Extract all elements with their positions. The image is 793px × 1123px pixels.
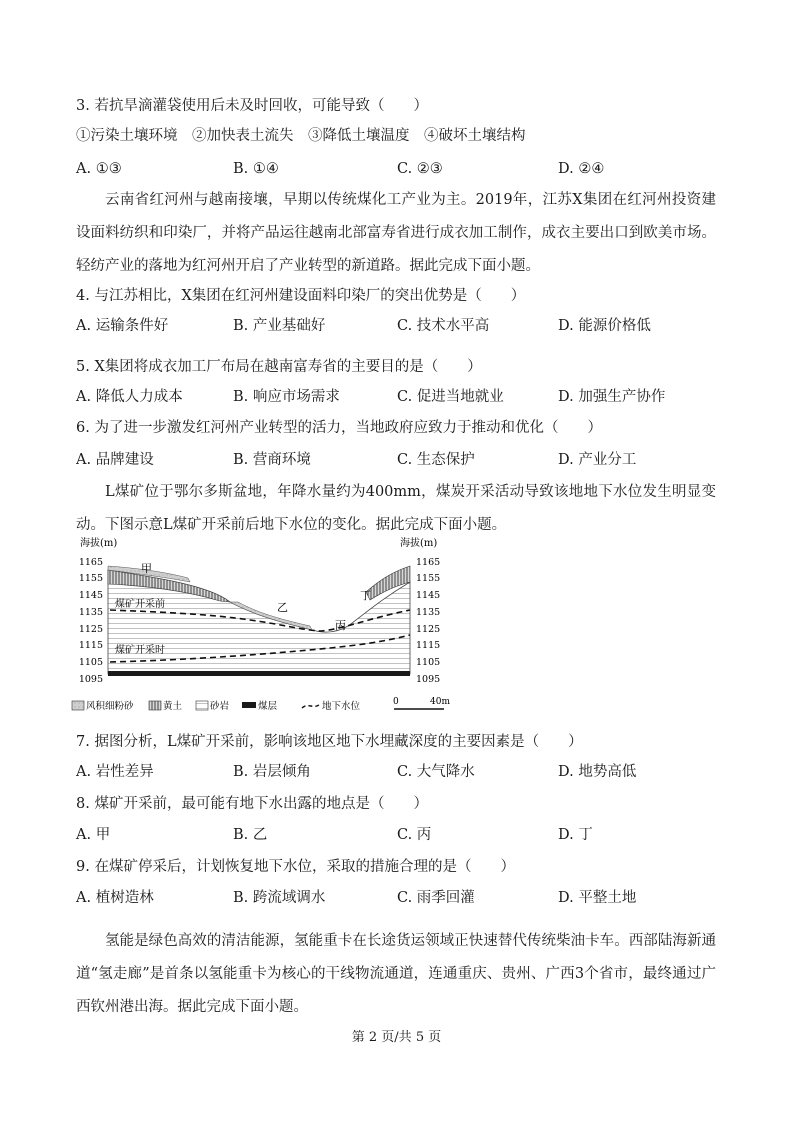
q4-option-b: B. 产业基础好 bbox=[233, 318, 326, 334]
q8-option-d: D. 丁 bbox=[558, 827, 593, 843]
legend-label-sandstone: 砂岩 bbox=[210, 701, 230, 712]
passage-coal-mine: L煤矿位于鄂尔多斯盆地，年降水量约为400mm，煤炭开采活动导致该地地下水位发生明显变动。下图示意L煤矿开采前后地下水位的变化。据此完成下面小题。 bbox=[76, 484, 716, 533]
q7-stem: 7. 据图分析，L煤矿开采前，影响该地区地下水埋藏深度的主要因素是（ ） bbox=[76, 734, 583, 750]
tick-left: 1155 bbox=[78, 573, 103, 584]
q3-items: ①污染土壤环境 ②加快表土流失 ③降低土壤温度 ④破坏土壤结构 bbox=[76, 128, 526, 144]
tick-left: 1145 bbox=[78, 590, 103, 601]
line-label-during-mining: 煤矿开采时 bbox=[115, 645, 165, 656]
legend-swatch-sandstone bbox=[196, 701, 208, 710]
tick-right: 1095 bbox=[416, 674, 441, 685]
legend-label-loess: 黄土 bbox=[163, 701, 183, 712]
tick-right: 1155 bbox=[416, 573, 441, 584]
q6-option-c: C. 生态保护 bbox=[397, 452, 475, 468]
passage-honghe: 云南省红河州与越南接壤，早期以传统煤化工产业为主。2019年，江苏X集团在红河州投资建设面料纺织和印染厂，并将产品运往越南北部富寿省进行成衣加工制作，成衣主要出口到欧美市场。轻纺产业的落地为红河州开启了产业转型的新道路。据此完成下面小题。 bbox=[76, 192, 716, 274]
q4-option-a: A. 运输条件好 bbox=[76, 318, 169, 334]
place-label-yi: 乙 bbox=[277, 601, 288, 614]
q5-option-a: A. 降低人力成本 bbox=[76, 389, 183, 405]
legend-label-groundwater: 地下水位 bbox=[322, 701, 361, 712]
y-axis-label-left: 海拔(m) bbox=[80, 538, 118, 549]
tick-left: 1095 bbox=[78, 674, 103, 685]
legend-label-coal: 煤层 bbox=[258, 701, 278, 712]
q8-stem: 8. 煤矿开采前，最可能有地下水出露的地点是（ ） bbox=[76, 796, 428, 812]
q5-stem: 5. X集团将成衣加工厂布局在越南富寿省的主要目的是（ ） bbox=[76, 359, 482, 375]
tick-left: 1125 bbox=[78, 624, 103, 635]
tick-right: 1105 bbox=[416, 657, 441, 668]
q3-option-c: C. ②③ bbox=[397, 161, 443, 177]
q4-option-d: D. 能源价格低 bbox=[558, 318, 651, 334]
tick-right: 1125 bbox=[416, 624, 441, 635]
q9-option-b: B. 跨流域调水 bbox=[233, 890, 326, 906]
q7-option-c: C. 大气降水 bbox=[397, 764, 475, 780]
q7-option-d: D. 地势高低 bbox=[558, 764, 637, 780]
coal-seam bbox=[108, 671, 410, 676]
tick-right: 1135 bbox=[416, 607, 441, 618]
q6-stem: 6. 为了进一步激发红河州产业转型的活力，当地政府应致力于推动和优化（ ） bbox=[76, 420, 602, 436]
q9-stem: 9. 在煤矿停采后，计划恢复地下水位，采取的措施合理的是（ ） bbox=[76, 859, 515, 875]
q3-option-b: B. ①④ bbox=[233, 161, 279, 177]
tick-left: 1105 bbox=[78, 657, 103, 668]
legend-swatch-aeolian bbox=[72, 701, 84, 710]
q4-stem: 4. 与江苏相比，X集团在红河州建设面料印染厂的突出优势是（ ） bbox=[76, 288, 526, 304]
q3-option-d: D. ②④ bbox=[558, 161, 605, 177]
place-label-ding: 丁 bbox=[360, 589, 371, 602]
q5-option-c: C. 促进当地就业 bbox=[397, 389, 504, 405]
q6-option-d: D. 产业分工 bbox=[558, 452, 637, 468]
tick-right: 1165 bbox=[416, 557, 441, 568]
legend-swatch-loess bbox=[149, 701, 161, 710]
q5-option-b: B. 响应市场需求 bbox=[233, 389, 340, 405]
q8-option-b: B. 乙 bbox=[233, 827, 268, 843]
q6-option-a: A. 品牌建设 bbox=[76, 452, 154, 468]
legend-swatch-coal bbox=[242, 702, 256, 708]
q8-option-a: A. 甲 bbox=[76, 827, 111, 843]
tick-left: 1165 bbox=[78, 557, 103, 568]
scale-bar-length: 40m bbox=[430, 697, 450, 707]
place-label-bing: 丙 bbox=[335, 619, 346, 632]
legend-swatch-groundwater bbox=[302, 704, 320, 708]
q8-option-c: C. 丙 bbox=[397, 827, 432, 843]
q7-option-b: B. 岩层倾角 bbox=[233, 764, 311, 780]
legend-label-aeolian: 风积细粉砂 bbox=[86, 701, 134, 712]
q4-option-c: C. 技术水平高 bbox=[397, 318, 490, 334]
q7-option-a: A. 岩性差异 bbox=[76, 764, 154, 780]
q6-option-b: B. 营商环境 bbox=[233, 452, 311, 468]
tick-left: 1115 bbox=[78, 640, 103, 651]
groundwater-cross-section-figure bbox=[70, 534, 450, 719]
passage-hydrogen: 氢能是绿色高效的清洁能源，氢能重卡在长途货运领域正快速替代传统柴油卡车。西部陆海新通道“氢走廊”是首条以氢能重卡为核心的干线物流通道，连通重庆、贵州、广西3个省市，最终通过广西钦州港出海。据此完成下面小题。 bbox=[76, 933, 716, 1015]
q9-option-a: A. 植树造林 bbox=[76, 890, 154, 906]
q5-option-d: D. 加强生产协作 bbox=[558, 389, 666, 405]
q9-option-d: D. 平整土地 bbox=[558, 890, 637, 906]
place-label-jia: 甲 bbox=[141, 562, 152, 575]
q3-option-a: A. ①③ bbox=[76, 161, 122, 177]
tick-left: 1135 bbox=[78, 607, 103, 618]
y-axis-label-right: 海拔(m) bbox=[400, 538, 438, 549]
line-label-before-mining: 煤矿开采前 bbox=[115, 599, 165, 610]
tick-right: 1145 bbox=[416, 590, 441, 601]
q9-option-c: C. 雨季回灌 bbox=[397, 890, 475, 906]
scale-bar-zero: 0 bbox=[393, 697, 399, 707]
q3-stem: 3. 若抗旱滴灌袋使用后未及时回收，可能导致（ ） bbox=[76, 98, 428, 114]
page-number: 第 2 页/共 5 页 bbox=[351, 1030, 442, 1045]
tick-right: 1115 bbox=[416, 640, 441, 651]
